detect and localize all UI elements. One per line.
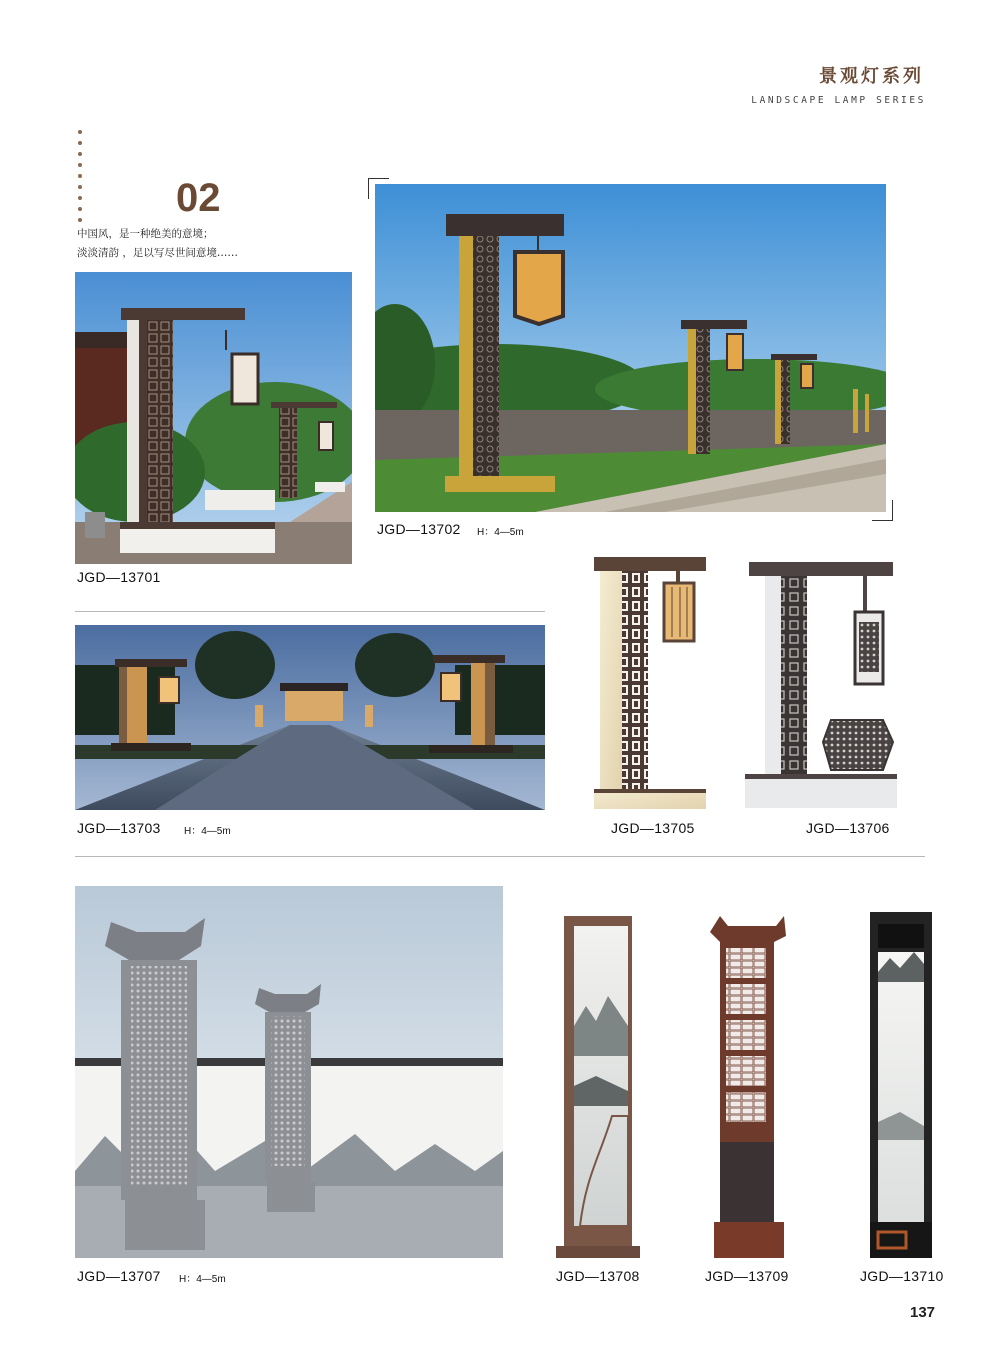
product-image-13708 [556, 916, 640, 1258]
product-code-13710: JGD—13710 [860, 1268, 944, 1284]
product-code-13705: JGD—13705 [611, 820, 695, 836]
product-code-13708: JGD—13708 [556, 1268, 640, 1284]
decorative-dots [78, 130, 84, 229]
intro-line-1: 中国风，是一种绝美的意境； [77, 228, 214, 240]
product-image-13707 [75, 886, 503, 1258]
series-subtitle: LANDSCAPE LAMP SERIES [751, 95, 926, 106]
product-image-13705 [594, 557, 706, 809]
product-code-13706: JGD—13706 [806, 820, 890, 836]
product-height-13702: H：4—5m [477, 527, 524, 538]
product-height-13703: H：4—5m [184, 826, 231, 837]
intro-line-2: 淡淡清韵 ，足以写尽世间意境…… [77, 247, 238, 259]
product-code-13703: JGD—13703 [77, 820, 161, 836]
series-title: 景观灯系列 [819, 66, 924, 87]
section-number: 02 [176, 176, 221, 220]
product-code-13709: JGD—13709 [705, 1268, 789, 1284]
product-code-13707: JGD—13707 [77, 1268, 161, 1284]
product-image-13706 [745, 562, 897, 808]
product-height-13707: H：4—5m [179, 1274, 226, 1285]
product-image-13709 [706, 912, 788, 1258]
page-number: 137 [910, 1304, 936, 1321]
product-image-13701 [75, 272, 352, 564]
section-divider [75, 611, 545, 612]
product-image-13710 [870, 912, 932, 1258]
section-divider-2 [75, 856, 925, 857]
product-code-13701: JGD—13701 [77, 569, 161, 585]
product-code-13702: JGD—13702 [377, 521, 461, 537]
product-image-13703 [75, 625, 545, 810]
product-image-13702 [375, 184, 886, 512]
